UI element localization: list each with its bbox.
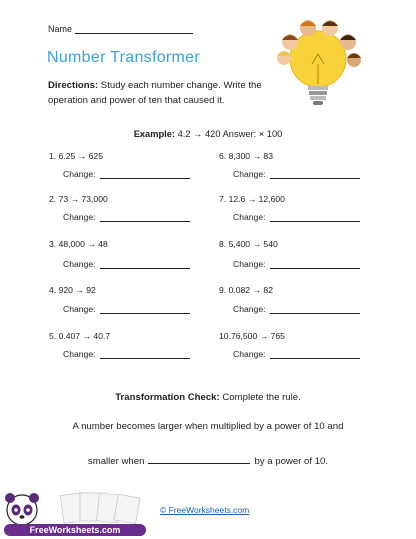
change-field-8[interactable]: Change: [233,259,360,269]
transformation-check [0,392,416,403]
change-field-6[interactable]: Change: [233,169,360,179]
change-field-10[interactable]: Change: [233,349,360,359]
rule-blank-field[interactable] [148,454,250,464]
problem-9: 9. 0.082 → 82 [219,285,273,295]
lightbulb-kids-illustration [268,14,368,114]
rule-start: smaller when [87,456,145,467]
problem-7: 7. 12.6 → 12,600 [219,194,285,204]
change-field-4[interactable]: Change: [63,304,190,314]
example-text: 4.2 → 420 Answer: × 100 [177,129,283,139]
name-label: Name [48,24,73,34]
change-field-1[interactable]: Change: [63,169,190,179]
directions-label: Directions: [48,80,99,91]
example-line [0,129,416,139]
check-text: Complete the rule. [222,392,301,403]
rule-line-1: A number becomes larger when multiplied by a power of 10 and [72,421,344,432]
problem-10: 10.76,500 → 765 [219,331,285,341]
change-field-5[interactable]: Change: [63,349,190,359]
problem-4: 4. 920 → 92 [49,285,96,295]
problem-3: 3. 48,000 → 48 [49,239,108,249]
problem-8: 8. 5,400 → 540 [219,239,278,249]
problem-5: 5. 0.407 → 40.7 [49,331,111,341]
problem-2: 2. 73 → 73,000 [49,194,108,204]
directions-text: Study each number change. Write the operation and power of ten that caused it. [48,80,262,106]
change-field-9[interactable]: Change: [233,304,360,314]
example-label: Example: [133,129,176,139]
name-row [48,24,193,34]
svg-text:FreeWorksheets.com: FreeWorksheets.com [29,525,121,535]
page-title: Number Transformer [47,49,200,66]
check-label: Transformation Check: [115,392,220,403]
problem-6: 6. 8,300 → 83 [219,151,273,161]
change-field-2[interactable]: Change: [63,212,190,222]
problem-1: 1. 6.25 → 625 [49,151,103,161]
change-field-3[interactable]: Change: [63,259,190,269]
name-field[interactable] [75,24,193,34]
freeworksheets-logo [0,488,150,539]
footer-link[interactable]: © FreeWorksheets.com [160,505,250,515]
rule-end: by a power of 10. [254,456,329,467]
rule-line-2 [0,454,416,467]
directions [48,78,278,108]
change-field-7[interactable]: Change: [233,212,360,222]
